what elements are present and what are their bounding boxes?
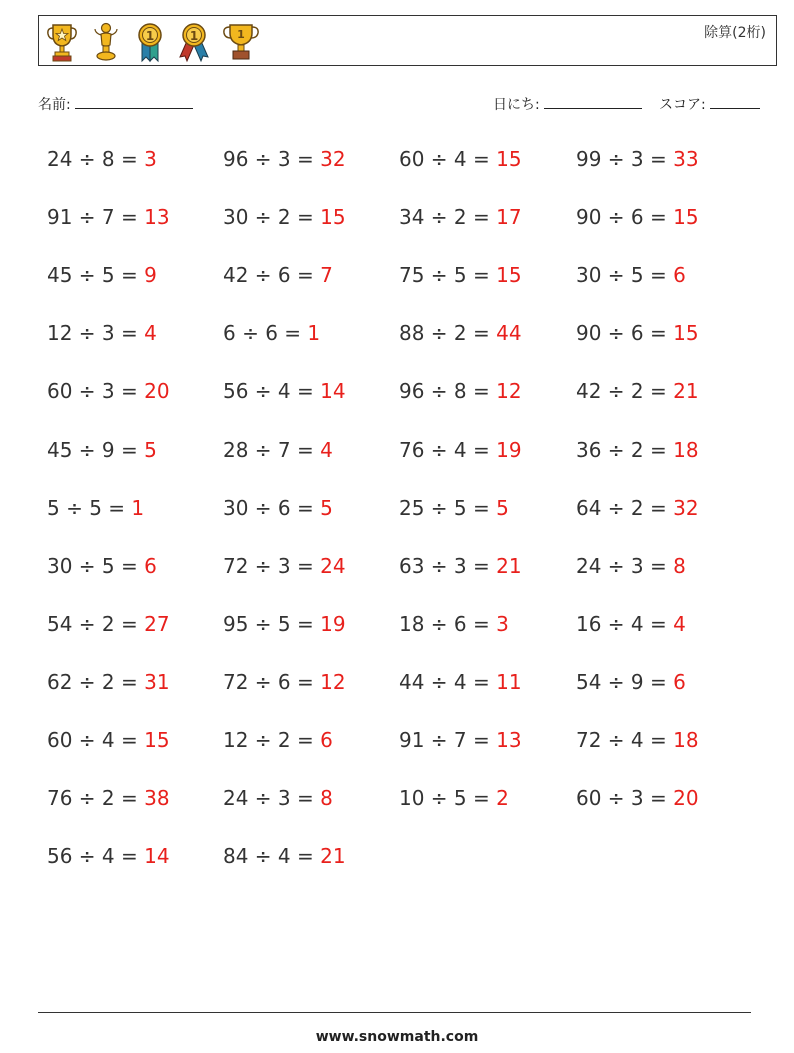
problem-answer: 5: [496, 495, 509, 520]
problem-question: 96 ÷ 8 =: [399, 379, 497, 404]
problem-question: 28 ÷ 7 =: [223, 437, 321, 462]
problem-answer: 15: [673, 321, 699, 346]
problem-answer: 12: [320, 669, 346, 694]
problem-item: [223, 496, 333, 520]
problem-answer: 5: [144, 437, 157, 462]
problem-item: [576, 612, 686, 636]
problem-answer: 1: [131, 495, 145, 520]
problem-item: [223, 670, 346, 694]
problem-question: 12 ÷ 3 =: [47, 321, 145, 346]
problem-item: [576, 379, 699, 403]
problem-question: 30 ÷ 5 =: [576, 263, 674, 288]
problem-item: [576, 147, 699, 171]
problem-answer: 15: [320, 205, 346, 230]
problem-item: [47, 379, 170, 403]
problem-question: 99 ÷ 3 =: [576, 147, 674, 171]
problem-item: [576, 728, 699, 752]
footer-url: www.snowmath.com: [315, 1029, 479, 1045]
problem-answer: 6: [144, 553, 157, 578]
problem-answer: 15: [144, 728, 170, 752]
problem-question: 96 ÷ 3 =: [223, 147, 321, 171]
problem-question: 6 ÷ 6 =: [223, 321, 308, 346]
name-label: 名前:: [38, 97, 71, 113]
problem-answer: 38: [144, 786, 170, 811]
problem-item: [576, 205, 699, 229]
problem-answer: 5: [320, 495, 333, 520]
problem-item: [399, 438, 522, 462]
problem-question: 12 ÷ 2 =: [223, 728, 321, 752]
problem-answer: 4: [320, 437, 333, 462]
problem-item: [399, 263, 522, 287]
problem-question: 62 ÷ 2 =: [47, 669, 145, 694]
problem-item: [47, 263, 157, 287]
problem-item: [47, 554, 157, 578]
problem-question: 64 ÷ 2 =: [576, 495, 674, 520]
problem-question: 56 ÷ 4 =: [47, 844, 145, 869]
problem-item: [399, 379, 522, 403]
problem-item: [223, 205, 346, 229]
problem-question: 95 ÷ 5 =: [223, 611, 321, 636]
problem-answer: 21: [496, 553, 522, 578]
svg-text:1: 1: [189, 29, 199, 43]
problem-answer: 18: [673, 728, 699, 752]
problem-item: [47, 728, 170, 752]
problem-item: [576, 554, 686, 578]
problem-item: [576, 263, 686, 287]
problem-question: 60 ÷ 3 =: [576, 786, 674, 811]
problem-question: 60 ÷ 3 =: [47, 379, 145, 404]
problem-question: 76 ÷ 2 =: [47, 786, 145, 811]
problem-question: 42 ÷ 6 =: [223, 263, 321, 288]
problem-question: 5 ÷ 5 =: [47, 495, 132, 520]
problem-answer: 12: [496, 379, 522, 404]
problem-answer: 2: [496, 786, 509, 811]
problem-item: [223, 438, 333, 462]
problem-answer: 21: [673, 379, 699, 404]
problem-item: [47, 786, 170, 810]
problem-question: 84 ÷ 4 =: [223, 844, 321, 869]
svg-text:1: 1: [145, 29, 155, 43]
problem-question: 54 ÷ 9 =: [576, 669, 674, 694]
problem-question: 45 ÷ 5 =: [47, 263, 145, 288]
footer-divider: [38, 1012, 751, 1013]
problem-item: [47, 147, 157, 171]
problem-question: 18 ÷ 6 =: [399, 611, 497, 636]
problem-question: 60 ÷ 4 =: [399, 147, 497, 171]
problem-question: 44 ÷ 4 =: [399, 669, 497, 694]
problem-item: [47, 438, 157, 462]
problem-item: [399, 321, 522, 345]
problem-answer: 7: [320, 263, 333, 288]
problem-item: [576, 786, 699, 810]
problem-question: 54 ÷ 2 =: [47, 611, 145, 636]
problem-question: 25 ÷ 5 =: [399, 495, 497, 520]
problem-answer: 8: [673, 553, 686, 578]
problem-answer: 15: [496, 263, 522, 288]
problem-item: [223, 263, 333, 287]
problem-item: [399, 554, 522, 578]
problem-answer: 17: [496, 205, 522, 230]
date-label: 日にち:: [493, 97, 540, 113]
problem-question: 24 ÷ 3 =: [576, 553, 674, 578]
problem-item: [47, 205, 170, 229]
problem-question: 90 ÷ 6 =: [576, 205, 674, 230]
problem-item: [576, 321, 699, 345]
problem-question: 72 ÷ 6 =: [223, 669, 321, 694]
problem-item: [47, 670, 170, 694]
problem-answer: 6: [673, 669, 686, 694]
problem-question: 60 ÷ 4 =: [47, 728, 145, 752]
problem-question: 91 ÷ 7 =: [47, 205, 145, 230]
score-label: スコア:: [659, 97, 706, 113]
problem-answer: 33: [673, 147, 699, 171]
problem-question: 76 ÷ 4 =: [399, 437, 497, 462]
problem-item: [223, 147, 346, 171]
problem-question: 75 ÷ 5 =: [399, 263, 497, 288]
problem-item: [576, 670, 686, 694]
problem-question: 36 ÷ 2 =: [576, 437, 674, 462]
problem-answer: 1: [307, 321, 321, 346]
problem-answer: 15: [673, 205, 699, 230]
problem-item: [223, 728, 333, 752]
problem-grid: [47, 0, 767, 1053]
problem-question: 16 ÷ 4 =: [576, 611, 674, 636]
problem-answer: 32: [320, 147, 346, 171]
problem-question: 45 ÷ 9 =: [47, 437, 145, 462]
problem-answer: 11: [496, 669, 522, 694]
problem-answer: 4: [144, 321, 157, 346]
problem-answer: 6: [320, 728, 333, 752]
problem-answer: 44: [496, 321, 522, 346]
problem-item: [399, 147, 522, 171]
problem-answer: 31: [144, 669, 170, 694]
problem-question: 88 ÷ 2 =: [399, 321, 497, 346]
problem-answer: 24: [320, 553, 346, 578]
problem-question: 90 ÷ 6 =: [576, 321, 674, 346]
problem-answer: 6: [673, 263, 686, 288]
problem-answer: 27: [144, 611, 170, 636]
problem-item: [576, 438, 699, 462]
problem-answer: 14: [144, 844, 170, 869]
problem-question: 42 ÷ 2 =: [576, 379, 674, 404]
problem-item: [47, 612, 170, 636]
problem-item: [47, 321, 157, 345]
problem-question: 63 ÷ 3 =: [399, 553, 497, 578]
problem-question: 56 ÷ 4 =: [223, 379, 321, 404]
problem-answer: 18: [673, 437, 699, 462]
problem-item: [223, 321, 320, 345]
problem-answer: 19: [496, 437, 522, 462]
problem-question: 91 ÷ 7 =: [399, 728, 497, 752]
problem-answer: 20: [673, 786, 699, 811]
worksheet-title: 除算(2桁): [704, 25, 766, 41]
problem-item: [223, 554, 346, 578]
problem-item: [399, 670, 522, 694]
problem-answer: 20: [144, 379, 170, 404]
problem-item: [223, 786, 333, 810]
problem-answer: 32: [673, 495, 699, 520]
problem-question: 30 ÷ 2 =: [223, 205, 321, 230]
problem-answer: 3: [144, 147, 157, 171]
problem-item: [399, 612, 509, 636]
problem-answer: 15: [496, 147, 522, 171]
problem-item: [576, 496, 699, 520]
problem-question: 72 ÷ 3 =: [223, 553, 321, 578]
problem-answer: 14: [320, 379, 346, 404]
problem-question: 24 ÷ 3 =: [223, 786, 321, 811]
problem-answer: 13: [496, 728, 522, 752]
problem-question: 30 ÷ 5 =: [47, 553, 145, 578]
problem-answer: 8: [320, 786, 333, 811]
problem-item: [399, 496, 509, 520]
problem-question: 24 ÷ 8 =: [47, 147, 145, 171]
problem-item: [47, 844, 170, 868]
problem-question: 34 ÷ 2 =: [399, 205, 497, 230]
problem-item: [223, 379, 346, 403]
problem-question: 30 ÷ 6 =: [223, 495, 321, 520]
problem-question: 10 ÷ 5 =: [399, 786, 497, 811]
problem-answer: 4: [673, 611, 686, 636]
problem-answer: 9: [144, 263, 157, 288]
problem-item: [223, 844, 346, 868]
problem-answer: 3: [496, 611, 509, 636]
problem-item: [399, 786, 509, 810]
problem-item: [47, 496, 144, 520]
problem-answer: 21: [320, 844, 346, 869]
problem-answer: 13: [144, 205, 170, 230]
svg-text:1: 1: [237, 28, 245, 41]
problem-item: [399, 205, 522, 229]
problem-item: [223, 612, 346, 636]
problem-answer: 19: [320, 611, 346, 636]
problem-question: 72 ÷ 4 =: [576, 728, 674, 752]
problem-item: [399, 728, 522, 752]
